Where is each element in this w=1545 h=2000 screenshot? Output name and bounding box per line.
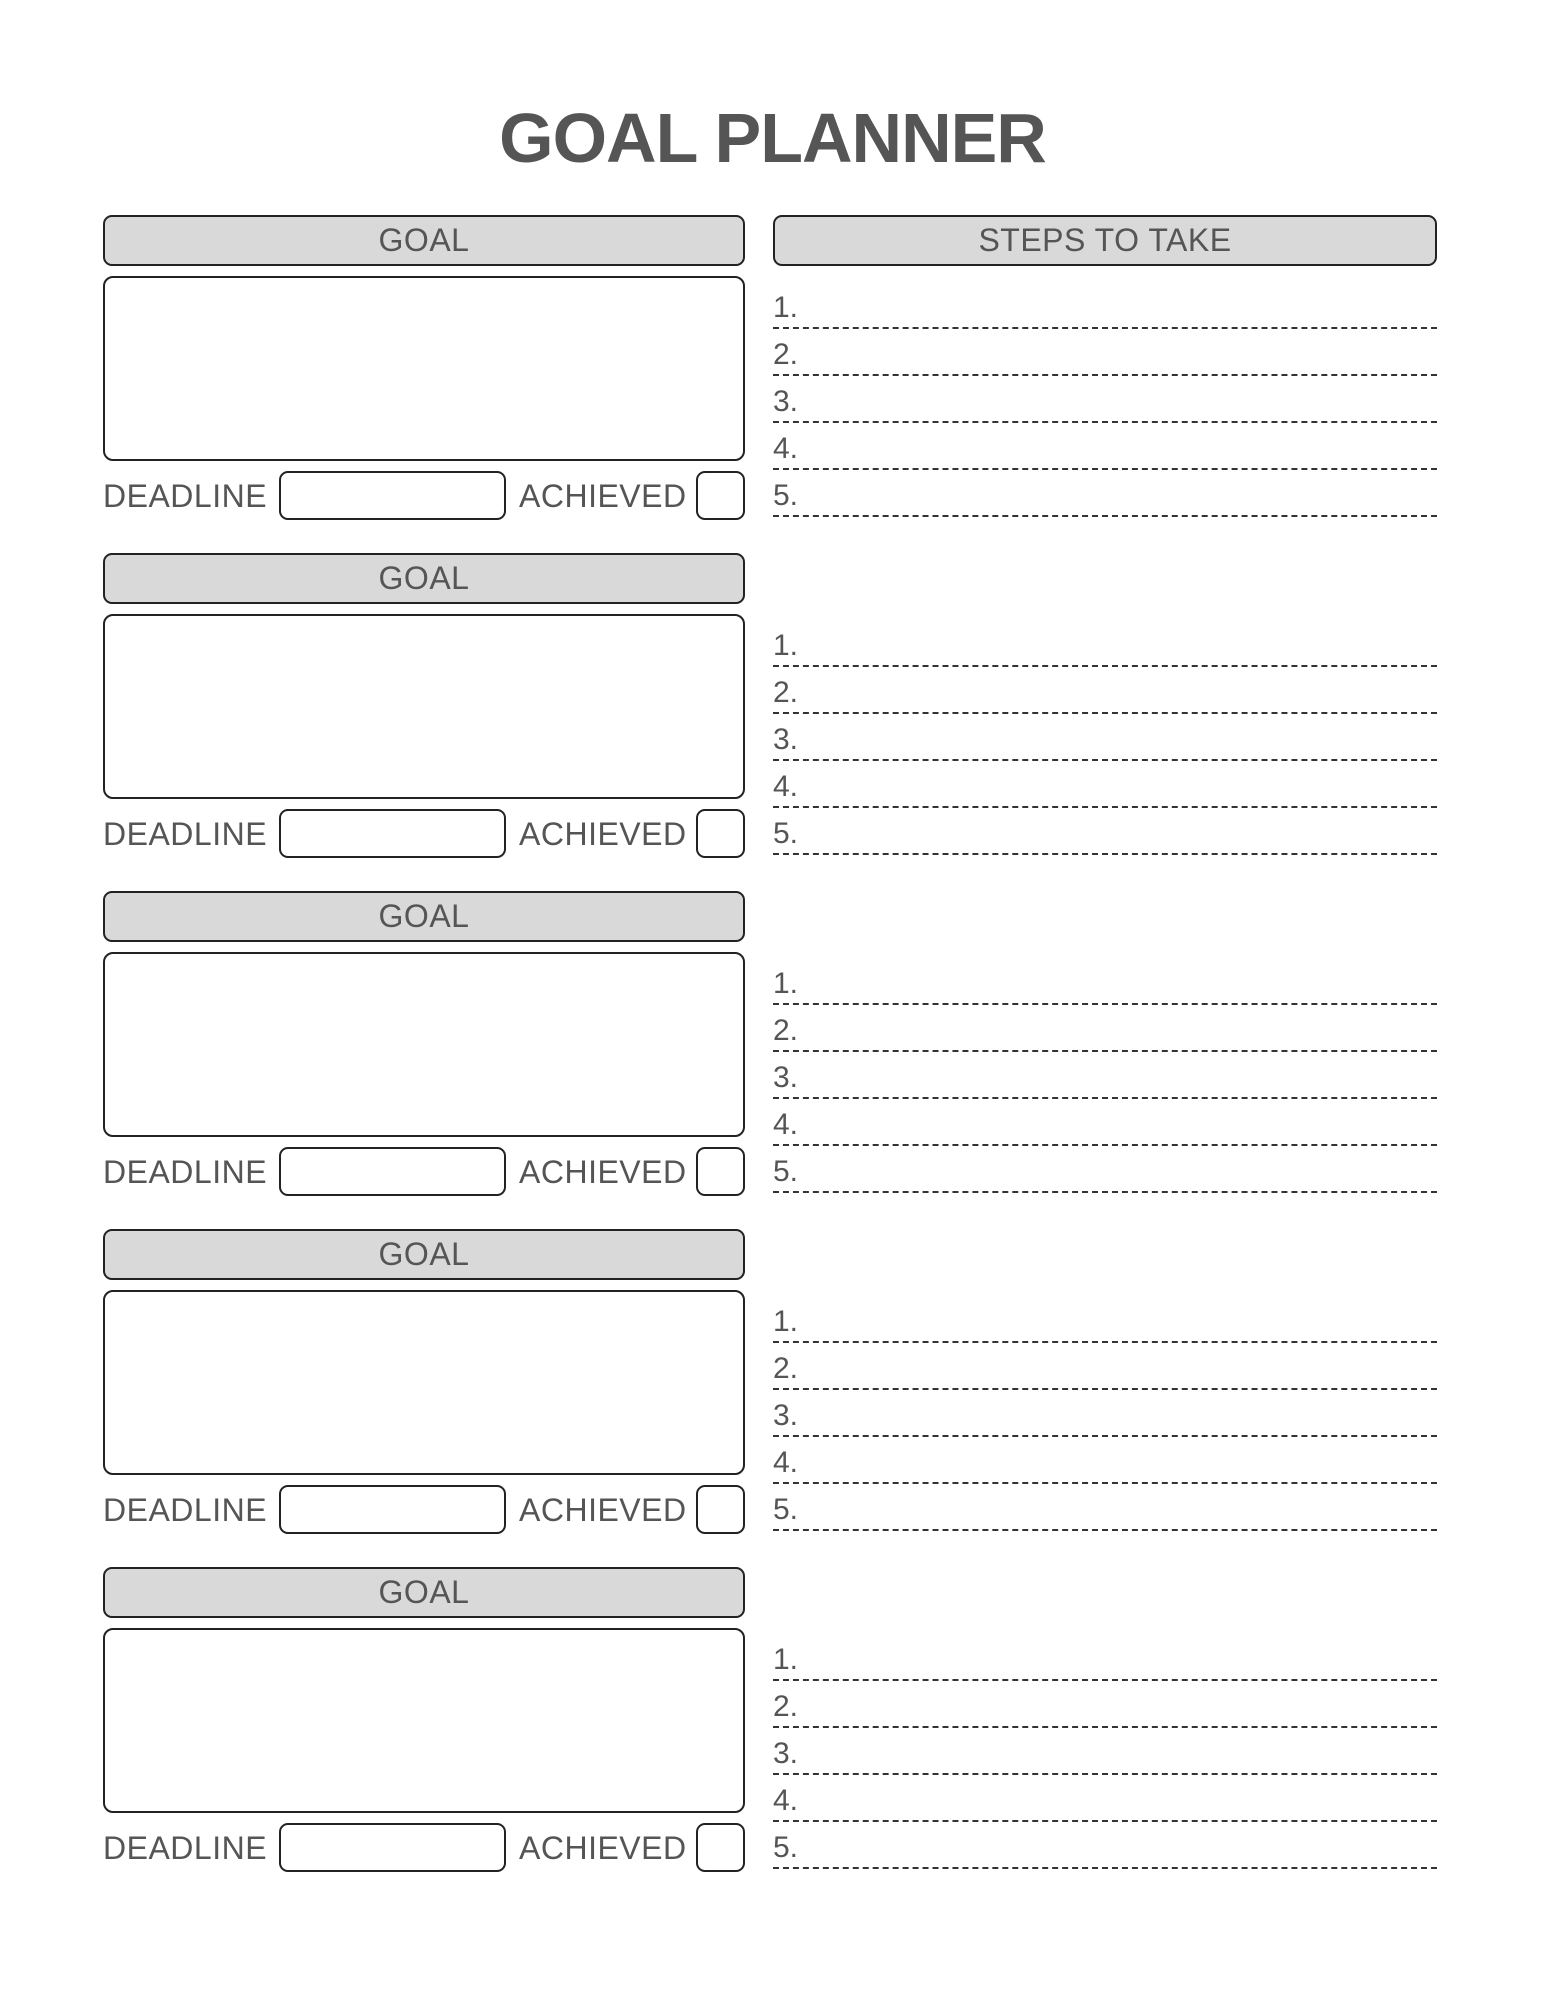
steps-list <box>773 958 1437 1193</box>
deadline-label: DEADLINE <box>103 1154 268 1190</box>
achieved-label: ACHIEVED <box>519 1154 687 1190</box>
steps-list <box>773 282 1437 517</box>
steps-header-label: STEPS TO TAKE <box>978 222 1232 258</box>
step-line[interactable] <box>773 1681 1437 1728</box>
step-line[interactable] <box>773 808 1437 855</box>
step-line[interactable] <box>773 1005 1437 1052</box>
step-line[interactable] <box>773 470 1437 517</box>
step-number: 1. <box>773 1643 799 1676</box>
goal-header-label: GOAL <box>378 898 470 934</box>
step-line[interactable] <box>773 1343 1437 1390</box>
step-line[interactable] <box>773 958 1437 1005</box>
goal-block <box>0 553 1545 873</box>
deadline-label: DEADLINE <box>103 478 268 514</box>
deadline-label: DEADLINE <box>103 1492 268 1528</box>
step-number: 5. <box>773 1155 799 1188</box>
step-line[interactable] <box>773 761 1437 808</box>
deadline-label: DEADLINE <box>103 816 268 852</box>
step-number: 5. <box>773 1493 799 1526</box>
step-number: 2. <box>773 1352 799 1385</box>
steps-list <box>773 620 1437 855</box>
achieved-label: ACHIEVED <box>519 478 687 514</box>
step-number: 2. <box>773 1690 799 1723</box>
step-line[interactable] <box>773 376 1437 423</box>
page-title: GOAL PLANNER <box>499 99 1046 177</box>
step-number: 3. <box>773 1737 799 1770</box>
step-number: 3. <box>773 385 799 418</box>
step-number: 3. <box>773 723 799 756</box>
step-line[interactable] <box>773 667 1437 714</box>
step-line[interactable] <box>773 1822 1437 1869</box>
goal-block <box>0 215 1545 535</box>
achieved-checkbox[interactable] <box>696 1147 745 1196</box>
steps-list <box>773 1296 1437 1531</box>
step-line[interactable] <box>773 1634 1437 1681</box>
step-number: 5. <box>773 479 799 512</box>
goal-text-area[interactable] <box>103 1290 745 1475</box>
deadline-field[interactable] <box>279 1823 506 1872</box>
goal-header-label: GOAL <box>378 1574 470 1610</box>
step-number: 1. <box>773 967 799 1000</box>
step-line[interactable] <box>773 1437 1437 1484</box>
step-number: 5. <box>773 1831 799 1864</box>
step-line[interactable] <box>773 1390 1437 1437</box>
step-line[interactable] <box>773 1099 1437 1146</box>
step-number: 2. <box>773 676 799 709</box>
goal-header <box>103 1229 745 1280</box>
goal-header <box>103 215 745 266</box>
step-number: 1. <box>773 291 799 324</box>
achieved-label: ACHIEVED <box>519 1492 687 1528</box>
step-line[interactable] <box>773 714 1437 761</box>
deadline-field[interactable] <box>279 1147 506 1196</box>
step-number: 3. <box>773 1061 799 1094</box>
goal-header-label: GOAL <box>378 560 470 596</box>
step-line[interactable] <box>773 1146 1437 1193</box>
deadline-label: DEADLINE <box>103 1830 268 1866</box>
deadline-field[interactable] <box>279 471 506 520</box>
goal-text-area[interactable] <box>103 614 745 799</box>
step-number: 4. <box>773 1108 799 1141</box>
step-line[interactable] <box>773 282 1437 329</box>
achieved-checkbox[interactable] <box>696 1485 745 1534</box>
achieved-label: ACHIEVED <box>519 1830 687 1866</box>
step-number: 3. <box>773 1399 799 1432</box>
step-line[interactable] <box>773 620 1437 667</box>
step-number: 4. <box>773 1784 799 1817</box>
step-line[interactable] <box>773 1728 1437 1775</box>
step-line[interactable] <box>773 1052 1437 1099</box>
goal-text-area[interactable] <box>103 952 745 1137</box>
goal-text-area[interactable] <box>103 1628 745 1813</box>
step-line[interactable] <box>773 1775 1437 1822</box>
goal-header-label: GOAL <box>378 222 470 258</box>
deadline-field[interactable] <box>279 809 506 858</box>
goal-text-area[interactable] <box>103 276 745 461</box>
achieved-checkbox[interactable] <box>696 1823 745 1872</box>
achieved-checkbox[interactable] <box>696 809 745 858</box>
achieved-checkbox[interactable] <box>696 471 745 520</box>
goal-header-label: GOAL <box>378 1236 470 1272</box>
step-line[interactable] <box>773 1296 1437 1343</box>
step-number: 2. <box>773 338 799 371</box>
steps-list <box>773 1634 1437 1869</box>
step-line[interactable] <box>773 1484 1437 1531</box>
deadline-field[interactable] <box>279 1485 506 1534</box>
steps-header <box>773 215 1437 266</box>
step-number: 1. <box>773 1305 799 1338</box>
goal-block <box>0 891 1545 1211</box>
step-number: 4. <box>773 432 799 465</box>
step-number: 5. <box>773 817 799 850</box>
step-number: 1. <box>773 629 799 662</box>
goal-header <box>103 553 745 604</box>
step-number: 2. <box>773 1014 799 1047</box>
goal-block <box>0 1229 1545 1549</box>
goal-header <box>103 891 745 942</box>
achieved-label: ACHIEVED <box>519 816 687 852</box>
step-number: 4. <box>773 770 799 803</box>
step-line[interactable] <box>773 329 1437 376</box>
goal-header <box>103 1567 745 1618</box>
step-line[interactable] <box>773 423 1437 470</box>
step-number: 4. <box>773 1446 799 1479</box>
goal-block <box>0 1567 1545 1887</box>
